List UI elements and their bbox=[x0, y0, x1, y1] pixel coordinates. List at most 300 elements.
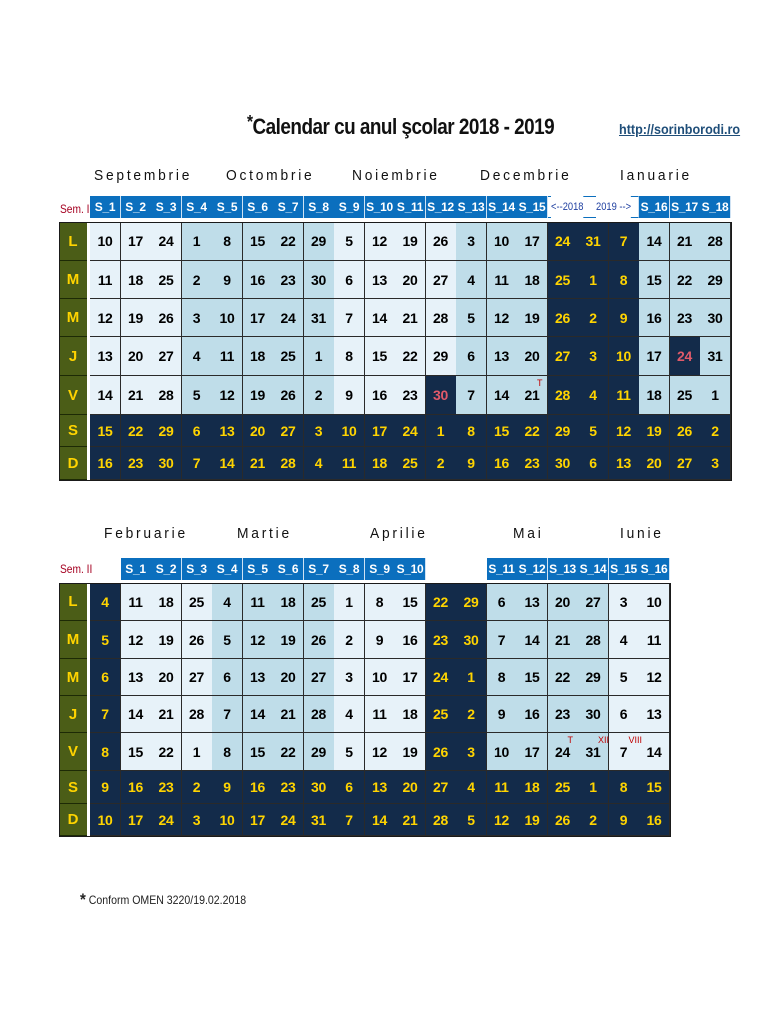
day-cell: 1 bbox=[304, 337, 335, 376]
day-cell: 6 bbox=[212, 659, 243, 696]
day-cell: 5 bbox=[334, 733, 365, 771]
day-cell: 9 bbox=[212, 261, 243, 299]
day-cell: 11 bbox=[243, 583, 274, 621]
day-cell: 5 bbox=[609, 659, 640, 696]
day-cell: 26 bbox=[426, 733, 457, 771]
day-cell: 8 bbox=[609, 771, 640, 804]
day-cell: 30 bbox=[700, 299, 731, 337]
day-cell: 20 bbox=[273, 659, 304, 696]
day-cell: 1 bbox=[700, 376, 731, 415]
page-title bbox=[247, 112, 555, 140]
day-cell: 28 bbox=[304, 696, 335, 733]
day-cell: 17 bbox=[517, 733, 548, 771]
day-cell: 25 bbox=[395, 447, 426, 480]
semester-2-label: Sem. II bbox=[60, 562, 93, 576]
day-cell: 4 bbox=[456, 771, 487, 804]
holiday-marker: XII bbox=[598, 735, 610, 745]
day-cell: 13 bbox=[365, 771, 396, 804]
day-cell: 7 bbox=[334, 299, 365, 337]
day-cell: 1 bbox=[182, 733, 213, 771]
week-header-s10: S_10 bbox=[395, 558, 426, 580]
day-cell: 22 bbox=[670, 261, 701, 299]
day-cell: 14 bbox=[639, 222, 670, 261]
day-cell: 20 bbox=[243, 415, 274, 447]
day-cell: 16 bbox=[121, 771, 152, 804]
month-label-january: Ianuarie bbox=[620, 167, 692, 184]
day-cell: 2 bbox=[304, 376, 335, 415]
week-header-s15: S_15 bbox=[517, 196, 548, 218]
day-label-3: J bbox=[59, 337, 87, 376]
day-cell: 13 bbox=[212, 415, 243, 447]
day-cell: 23 bbox=[273, 771, 304, 804]
month-label-june: Iunie bbox=[620, 525, 664, 542]
day-cell: 21 bbox=[548, 621, 579, 659]
week-header-s6: S_6 bbox=[273, 558, 304, 580]
day-cell: 25 bbox=[548, 261, 579, 299]
day-label-1: M bbox=[59, 261, 87, 299]
day-cell: 31 bbox=[700, 337, 731, 376]
day-cell: 13 bbox=[639, 696, 670, 733]
day-cell: 28 bbox=[578, 621, 609, 659]
day-cell: 18 bbox=[395, 696, 426, 733]
day-cell: 18 bbox=[639, 376, 670, 415]
day-cell: 30 bbox=[304, 771, 335, 804]
week-header-s9: S_9 bbox=[365, 558, 396, 580]
day-cell: 22 bbox=[121, 415, 152, 447]
day-cell: 27 bbox=[182, 659, 213, 696]
day-cell: 14 bbox=[365, 299, 396, 337]
day-cell: 1 bbox=[578, 771, 609, 804]
week-header-s1: S_1 bbox=[90, 196, 121, 218]
day-cell: 12 bbox=[121, 621, 152, 659]
day-cell: 11 bbox=[334, 447, 365, 480]
day-cell: 23 bbox=[151, 771, 182, 804]
day-cell: 23 bbox=[517, 447, 548, 480]
footnote bbox=[80, 890, 247, 913]
week-header-s13: S_13 bbox=[548, 558, 579, 580]
week-header-s17: S_17 bbox=[670, 196, 701, 218]
week-header-s5: S_5 bbox=[212, 196, 243, 218]
day-cell: 10 bbox=[334, 415, 365, 447]
week-header-s12: S_12 bbox=[517, 558, 548, 580]
day-cell: 2 bbox=[456, 696, 487, 733]
day-cell: 7 bbox=[182, 447, 213, 480]
day-label-2: M bbox=[59, 299, 87, 337]
day-cell: 15 bbox=[243, 222, 274, 261]
site-link[interactable]: http://sorinborodi.ro bbox=[619, 121, 741, 137]
day-cell: 25 bbox=[151, 261, 182, 299]
day-cell: 18 bbox=[517, 771, 548, 804]
day-cell: 17 bbox=[121, 222, 152, 261]
week-header-s9: S_9 bbox=[334, 196, 365, 218]
day-cell: 16 bbox=[487, 447, 518, 480]
day-label-0: L bbox=[59, 583, 87, 621]
day-cell: 22 bbox=[151, 733, 182, 771]
day-cell: 29 bbox=[456, 583, 487, 621]
day-cell: 9 bbox=[609, 804, 640, 836]
day-cell: 16 bbox=[243, 261, 274, 299]
day-cell: 13 bbox=[365, 261, 396, 299]
title-asterisk: * bbox=[247, 112, 253, 132]
day-cell: 20 bbox=[121, 337, 152, 376]
month-label-april: Aprilie bbox=[370, 525, 428, 542]
day-cell: 8 bbox=[487, 659, 518, 696]
day-cell: 15 bbox=[365, 337, 396, 376]
day-cell: 19 bbox=[151, 621, 182, 659]
day-cell: 7 bbox=[90, 696, 121, 733]
day-cell: 17 bbox=[243, 804, 274, 836]
day-cell: 3 bbox=[609, 583, 640, 621]
day-cell: 20 bbox=[639, 447, 670, 480]
day-cell: 3 bbox=[578, 337, 609, 376]
day-cell: 27 bbox=[273, 415, 304, 447]
day-cell: 26 bbox=[548, 804, 579, 836]
day-cell: 8 bbox=[212, 222, 243, 261]
week-header-s5: S_5 bbox=[243, 558, 274, 580]
day-cell: 3 bbox=[182, 299, 213, 337]
day-cell: 14 bbox=[243, 696, 274, 733]
day-cell: 1 bbox=[182, 222, 213, 261]
day-cell: 11 bbox=[212, 337, 243, 376]
day-cell: 2 bbox=[334, 621, 365, 659]
week-header-s7: S_7 bbox=[304, 558, 335, 580]
day-cell: 12 bbox=[365, 222, 396, 261]
day-label-4: V bbox=[59, 376, 87, 415]
day-cell: 2 bbox=[182, 771, 213, 804]
month-label-march: Martie bbox=[237, 525, 292, 542]
day-cell: 31 bbox=[578, 222, 609, 261]
day-cell: 13 bbox=[517, 583, 548, 621]
day-cell: 29 bbox=[548, 415, 579, 447]
day-cell: 16 bbox=[517, 696, 548, 733]
day-label-5: S bbox=[59, 771, 87, 804]
day-cell: 7 bbox=[487, 621, 518, 659]
day-cell: 9 bbox=[90, 771, 121, 804]
day-cell: 13 bbox=[609, 447, 640, 480]
day-cell: 29 bbox=[426, 337, 457, 376]
day-cell: 24 bbox=[548, 222, 579, 261]
day-cell: 5 bbox=[456, 804, 487, 836]
day-cell: 12 bbox=[609, 415, 640, 447]
day-label-3: J bbox=[59, 696, 87, 733]
day-label-4: V bbox=[59, 733, 87, 771]
day-cell: 3 bbox=[304, 415, 335, 447]
month-label-may: Mai bbox=[513, 525, 544, 542]
day-cell: 31 bbox=[304, 299, 335, 337]
day-cell: 7 bbox=[212, 696, 243, 733]
day-cell: 9 bbox=[365, 621, 396, 659]
day-cell: 7 bbox=[609, 733, 640, 771]
day-cell: 2 bbox=[182, 261, 213, 299]
day-cell: 26 bbox=[426, 222, 457, 261]
prev-year-arrow-label: <--2018 bbox=[551, 196, 583, 218]
holiday-marker: VIII bbox=[628, 735, 643, 745]
day-cell: 1 bbox=[426, 415, 457, 447]
day-cell: 21 bbox=[395, 804, 426, 836]
day-cell: 26 bbox=[670, 415, 701, 447]
day-cell: 27 bbox=[548, 337, 579, 376]
day-cell: 23 bbox=[273, 261, 304, 299]
day-cell: 13 bbox=[121, 659, 152, 696]
day-cell: 30 bbox=[578, 696, 609, 733]
day-cell: 5 bbox=[212, 621, 243, 659]
day-cell: 16 bbox=[243, 771, 274, 804]
day-cell: 26 bbox=[273, 376, 304, 415]
day-cell: 10 bbox=[90, 222, 121, 261]
day-cell: 18 bbox=[151, 583, 182, 621]
day-cell: 29 bbox=[151, 415, 182, 447]
day-cell: 28 bbox=[426, 299, 457, 337]
day-cell: 20 bbox=[395, 261, 426, 299]
day-cell: 6 bbox=[578, 447, 609, 480]
day-cell: 8 bbox=[609, 261, 640, 299]
day-label-6: D bbox=[59, 804, 87, 836]
day-cell: 11 bbox=[639, 621, 670, 659]
day-cell: 15 bbox=[121, 733, 152, 771]
day-cell: 14 bbox=[517, 621, 548, 659]
day-cell: 19 bbox=[273, 621, 304, 659]
week-header-s8: S_8 bbox=[304, 196, 335, 218]
day-cell: 14 bbox=[121, 696, 152, 733]
week-header-s2: S_2 bbox=[121, 196, 152, 218]
day-cell: 27 bbox=[151, 337, 182, 376]
day-cell: 1 bbox=[334, 583, 365, 621]
day-cell: 28 bbox=[273, 447, 304, 480]
next-year-arrow-label: 2019 --> bbox=[596, 196, 631, 218]
day-cell: 18 bbox=[365, 447, 396, 480]
day-cell: 17 bbox=[121, 804, 152, 836]
day-cell: 27 bbox=[304, 659, 335, 696]
day-cell: 12 bbox=[639, 659, 670, 696]
day-cell: 16 bbox=[639, 299, 670, 337]
week-header-s16: S_16 bbox=[639, 196, 670, 218]
week-header-s11: S_11 bbox=[487, 558, 518, 580]
day-cell: 30 bbox=[426, 376, 457, 415]
day-cell: 25 bbox=[670, 376, 701, 415]
day-cell: 19 bbox=[243, 376, 274, 415]
day-cell: 19 bbox=[517, 804, 548, 836]
day-cell: 24 bbox=[151, 804, 182, 836]
day-cell: 22 bbox=[273, 222, 304, 261]
day-cell: 20 bbox=[517, 337, 548, 376]
day-cell: 10 bbox=[90, 804, 121, 836]
day-cell: 17 bbox=[243, 299, 274, 337]
day-cell: 13 bbox=[487, 337, 518, 376]
day-cell: 8 bbox=[90, 733, 121, 771]
day-cell: 17 bbox=[395, 659, 426, 696]
day-cell: 4 bbox=[90, 583, 121, 621]
day-cell: 30 bbox=[548, 447, 579, 480]
week-header-s7: S_7 bbox=[273, 196, 304, 218]
week-header-s3: S_3 bbox=[151, 196, 182, 218]
day-label-5: S bbox=[59, 415, 87, 447]
day-cell: 12 bbox=[487, 299, 518, 337]
day-label-6: D bbox=[59, 447, 87, 480]
day-cell: 31 bbox=[304, 804, 335, 836]
day-cell: 5 bbox=[334, 222, 365, 261]
day-cell: 7 bbox=[456, 376, 487, 415]
day-cell: 14 bbox=[639, 733, 670, 771]
month-label-october: Octombrie bbox=[226, 167, 315, 184]
day-cell: 24 bbox=[151, 222, 182, 261]
day-cell: 1 bbox=[456, 659, 487, 696]
week-header-s11: S_11 bbox=[395, 196, 426, 218]
day-cell: 15 bbox=[639, 771, 670, 804]
day-cell: 26 bbox=[151, 299, 182, 337]
day-cell: 4 bbox=[182, 337, 213, 376]
day-label-0: L bbox=[59, 222, 87, 261]
day-cell: 21 bbox=[243, 447, 274, 480]
day-cell: 27 bbox=[670, 447, 701, 480]
day-cell: 23 bbox=[395, 376, 426, 415]
day-cell: 3 bbox=[456, 222, 487, 261]
day-cell: 28 bbox=[151, 376, 182, 415]
day-cell: 12 bbox=[365, 733, 396, 771]
day-cell: 3 bbox=[182, 804, 213, 836]
day-cell: 12 bbox=[487, 804, 518, 836]
day-cell: 3 bbox=[700, 447, 731, 480]
day-cell: 3 bbox=[334, 659, 365, 696]
day-cell: 24 bbox=[426, 659, 457, 696]
day-cell: 25 bbox=[182, 583, 213, 621]
day-cell: 10 bbox=[639, 583, 670, 621]
day-cell: 14 bbox=[90, 376, 121, 415]
week-header-s16: S_16 bbox=[639, 558, 670, 580]
day-cell: 4 bbox=[304, 447, 335, 480]
day-cell: 4 bbox=[456, 261, 487, 299]
day-cell: 10 bbox=[487, 733, 518, 771]
day-cell: 27 bbox=[578, 583, 609, 621]
month-label-september: Septembrie bbox=[94, 167, 193, 184]
day-cell: 21 bbox=[273, 696, 304, 733]
day-cell: 29 bbox=[700, 261, 731, 299]
day-cell: 4 bbox=[334, 696, 365, 733]
day-cell: 29 bbox=[578, 659, 609, 696]
day-cell: 10 bbox=[487, 222, 518, 261]
day-cell: 21 bbox=[151, 696, 182, 733]
day-cell: 11 bbox=[487, 771, 518, 804]
day-cell: 28 bbox=[182, 696, 213, 733]
footnote-text: Conform OMEN 3220/19.02.2018 bbox=[88, 893, 247, 907]
day-cell: 5 bbox=[182, 376, 213, 415]
day-cell: 2 bbox=[578, 299, 609, 337]
day-cell: 8 bbox=[365, 583, 396, 621]
day-cell: 8 bbox=[212, 733, 243, 771]
day-cell: 28 bbox=[700, 222, 731, 261]
footnote-asterisk: * bbox=[80, 890, 86, 909]
day-cell: 16 bbox=[639, 804, 670, 836]
day-cell: 16 bbox=[90, 447, 121, 480]
day-cell: 24 bbox=[273, 804, 304, 836]
day-cell: 11 bbox=[121, 583, 152, 621]
day-cell: 23 bbox=[426, 621, 457, 659]
day-cell: 26 bbox=[304, 621, 335, 659]
day-cell: 12 bbox=[243, 621, 274, 659]
day-cell: 3 bbox=[456, 733, 487, 771]
day-cell: 17 bbox=[365, 415, 396, 447]
day-cell: 10 bbox=[212, 299, 243, 337]
day-cell: 9 bbox=[212, 771, 243, 804]
day-cell: 25 bbox=[548, 771, 579, 804]
day-cell: 26 bbox=[548, 299, 579, 337]
month-label-november: Noiembrie bbox=[352, 167, 440, 184]
day-cell: 19 bbox=[395, 222, 426, 261]
day-cell: 1 bbox=[578, 261, 609, 299]
day-cell: 18 bbox=[273, 583, 304, 621]
day-cell: 2 bbox=[426, 447, 457, 480]
day-cell: 23 bbox=[670, 299, 701, 337]
day-cell: 8 bbox=[334, 337, 365, 376]
day-cell: 15 bbox=[90, 415, 121, 447]
day-cell: 22 bbox=[273, 733, 304, 771]
day-cell: 5 bbox=[578, 415, 609, 447]
day-cell: 14 bbox=[212, 447, 243, 480]
week-header-s3: S_3 bbox=[182, 558, 213, 580]
day-cell: 12 bbox=[212, 376, 243, 415]
day-cell: 26 bbox=[182, 621, 213, 659]
day-cell: 22 bbox=[426, 583, 457, 621]
day-cell: 30 bbox=[304, 261, 335, 299]
day-cell: 15 bbox=[395, 583, 426, 621]
semester-1-label: Sem. I bbox=[60, 202, 90, 216]
week-header-s2: S_2 bbox=[151, 558, 182, 580]
day-cell: 24 bbox=[395, 415, 426, 447]
day-cell: 5 bbox=[456, 299, 487, 337]
day-cell: 24 bbox=[670, 337, 701, 376]
day-cell: 2 bbox=[700, 415, 731, 447]
day-cell: 2 bbox=[578, 804, 609, 836]
day-cell: 7 bbox=[609, 222, 640, 261]
day-cell: 15 bbox=[517, 659, 548, 696]
day-cell: 29 bbox=[304, 733, 335, 771]
day-cell: 21 bbox=[121, 376, 152, 415]
day-cell: 8 bbox=[456, 415, 487, 447]
day-cell: 20 bbox=[548, 583, 579, 621]
day-cell: 19 bbox=[121, 299, 152, 337]
day-cell: 4 bbox=[212, 583, 243, 621]
week-header-s14: S_14 bbox=[487, 196, 518, 218]
week-header-s4: S_4 bbox=[182, 196, 213, 218]
day-cell: 6 bbox=[90, 659, 121, 696]
day-cell: 23 bbox=[121, 447, 152, 480]
day-cell: 4 bbox=[609, 621, 640, 659]
day-cell: 31 bbox=[578, 733, 609, 771]
day-cell: 29 bbox=[304, 222, 335, 261]
week-header-s14: S_14 bbox=[578, 558, 609, 580]
day-cell: 12 bbox=[90, 299, 121, 337]
day-cell: 13 bbox=[243, 659, 274, 696]
month-label-february: Februarie bbox=[104, 525, 188, 542]
day-cell: 15 bbox=[243, 733, 274, 771]
week-header-s13: S_13 bbox=[456, 196, 487, 218]
day-cell: 25 bbox=[273, 337, 304, 376]
day-cell: 18 bbox=[243, 337, 274, 376]
day-cell: 21 bbox=[670, 222, 701, 261]
title-text: Calendar cu anul şcolar 2018 - 2019 bbox=[252, 114, 555, 139]
day-cell: 9 bbox=[334, 376, 365, 415]
day-cell: 9 bbox=[609, 299, 640, 337]
day-cell: 11 bbox=[90, 261, 121, 299]
day-cell: 27 bbox=[426, 261, 457, 299]
day-cell: 27 bbox=[426, 771, 457, 804]
week-header-s1: S_1 bbox=[121, 558, 152, 580]
day-cell: 6 bbox=[334, 261, 365, 299]
day-cell: 16 bbox=[365, 376, 396, 415]
day-label-2: M bbox=[59, 659, 87, 696]
day-label-1: M bbox=[59, 621, 87, 659]
day-cell: 20 bbox=[151, 659, 182, 696]
week-header-s15: S_15 bbox=[609, 558, 640, 580]
